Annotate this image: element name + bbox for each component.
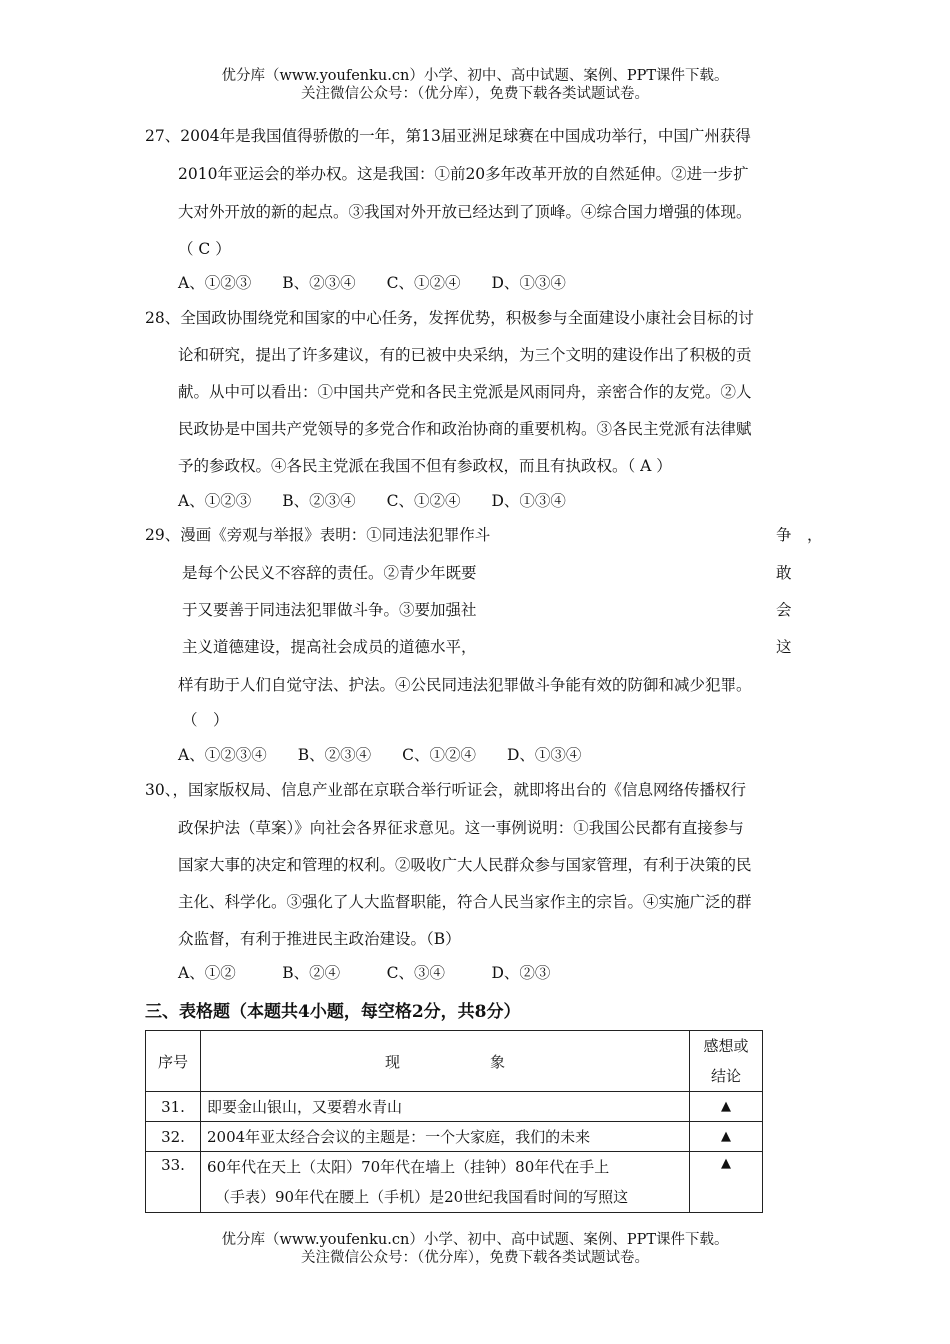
q27-answer: （ C ） [178, 240, 231, 258]
q27-line-1: 27、2004年是我国值得骄傲的一年，第13届亚洲足球赛在中国成功举行，中国广州获得 [145, 127, 751, 145]
footer-line-2: 关注微信公众号：（优分库），免费下载各类试题试卷。 [301, 1250, 649, 1266]
header-conclusion [690, 1031, 763, 1092]
answer-blank-marker: ▲ [690, 1092, 763, 1122]
q28-line-4: 民政协是中国共产党领导的多党合作和政治协商的重要机构。③各民主党派有法律赋 [178, 420, 752, 438]
footer-line-1: 优分库（www.youfenku.cn）小学、初中、高中试题、案例、PPT课件下载。 [221, 1232, 729, 1248]
phenomena-table [145, 1030, 763, 1213]
page-header [0, 67, 950, 103]
q29-line-2: 是每个公民义不容辞的责任。②青少年既要 [182, 564, 477, 582]
q28-line-3: 献。从中可以看出：①中国共产党和各民主党派是风雨同舟，亲密合作的友党。②人 [178, 383, 752, 401]
header-conclusion-line-2: 结论 [710, 1067, 741, 1085]
header-phenomenon: 现 象 [201, 1031, 690, 1092]
q28-line-5: 予的参政权。④各民主党派在我国不但有参政权，而且有执政权。（ A ） [178, 457, 672, 475]
q29-line-5: 样有助于人们自觉守法、护法。④公民同违法犯罪做斗争能有效的防御和减少犯罪。 [178, 676, 752, 694]
q29-options: A、①②③④ B、②③④ C、①②④ D、①③④ [178, 746, 582, 764]
q30-line-2: 政保护法（草案）》向社会各界征求意见。这一事例说明：①我国公民都有直接参与 [178, 819, 744, 837]
q30-options: A、①② B、②④ C、③④ D、②③ [178, 964, 551, 982]
answer-blank-marker: ▲ [690, 1152, 763, 1213]
q30-line-4: 主化、科学化。③强化了人大监督职能，符合人民当家作主的宗旨。④实施广泛的群 [178, 893, 752, 911]
section-3-title: 三、表格题（本题共4小题，每空格2分，共8分） [145, 1002, 521, 1022]
q29-line-1: 29、漫画《旁观与举报》表明：①同违法犯罪作斗 [145, 526, 491, 544]
table-header-row [146, 1031, 763, 1092]
row-phenomenon [201, 1152, 690, 1213]
q29-line-3-right: 会 [776, 601, 792, 619]
q27-line-2: 2010年亚运会的举办权。这是我国：①前20多年改革开放的自然延伸。②进一步扩 [178, 165, 749, 183]
q29-line-1-right: 争 ， [776, 526, 823, 544]
row-phenomenon: 2004年亚太经合会议的主题是：一个大家庭，我们的未来 [201, 1122, 690, 1152]
row-no: 31. [146, 1092, 201, 1122]
q29-answer: （ ） [182, 711, 229, 729]
q30-line-3: 国家大事的决定和管理的权利。②吸收广大人民群众参与国家管理，有利于决策的民 [178, 856, 752, 874]
table-row [146, 1092, 763, 1122]
q29-line-3: 于又要善于同违法犯罪做斗争。③要加强社 [182, 601, 477, 619]
table-row [146, 1122, 763, 1152]
table-row [146, 1152, 763, 1213]
q27-line-3: 大对外开放的新的起点。③我国对外开放已经达到了顶峰。④综合国力增强的体现。 [178, 203, 752, 221]
q27-options: A、①②③ B、②③④ C、①②④ D、①③④ [178, 274, 566, 292]
row-phenomenon-line-2: （手表）90年代在腰上（手机）是20世纪我国看时间的写照这 [215, 1188, 629, 1206]
q29-line-4-right: 这 [776, 638, 792, 656]
q30-line-1: 30、，国家版权局、信息产业部在京联合举行听证会，就即将出台的《信息网络传播权行 [145, 781, 746, 799]
q28-options: A、①②③ B、②③④ C、①②④ D、①③④ [178, 492, 566, 510]
header-line-1: 优分库（www.youfenku.cn）小学、初中、高中试题、案例、PPT课件下载。 [221, 68, 729, 84]
q28-line-1: 28、全国政协围绕党和国家的中心任务，发挥优势，积极参与全面建设小康社会目标的讨 [145, 309, 754, 327]
page-footer [0, 1231, 950, 1267]
answer-blank-marker: ▲ [690, 1122, 763, 1152]
q28-line-2: 论和研究，提出了许多建议，有的已被中央采纳，为三个文明的建设作出了积极的贡 [178, 346, 752, 364]
row-phenomenon: 即要金山银山，又要碧水青山 [201, 1092, 690, 1122]
q29-line-4: 主义道德建设，提高社会成员的道德水平， [182, 638, 477, 656]
header-conclusion-line-1: 感想或 [703, 1037, 749, 1055]
q29-line-2-right: 敢 [776, 564, 792, 582]
q30-line-5: 众监督，有利于推进民主政治建设。（B） [178, 930, 461, 948]
row-no: 33. [146, 1152, 201, 1213]
row-phenomenon-line-1: 60年代在天上（太阳）70年代在墙上（挂钟）80年代在手上 [207, 1158, 610, 1176]
header-line-2: 关注微信公众号：（优分库），免费下载各类试题试卷。 [301, 86, 649, 102]
header-no: 序号 [146, 1031, 201, 1092]
row-no: 32. [146, 1122, 201, 1152]
